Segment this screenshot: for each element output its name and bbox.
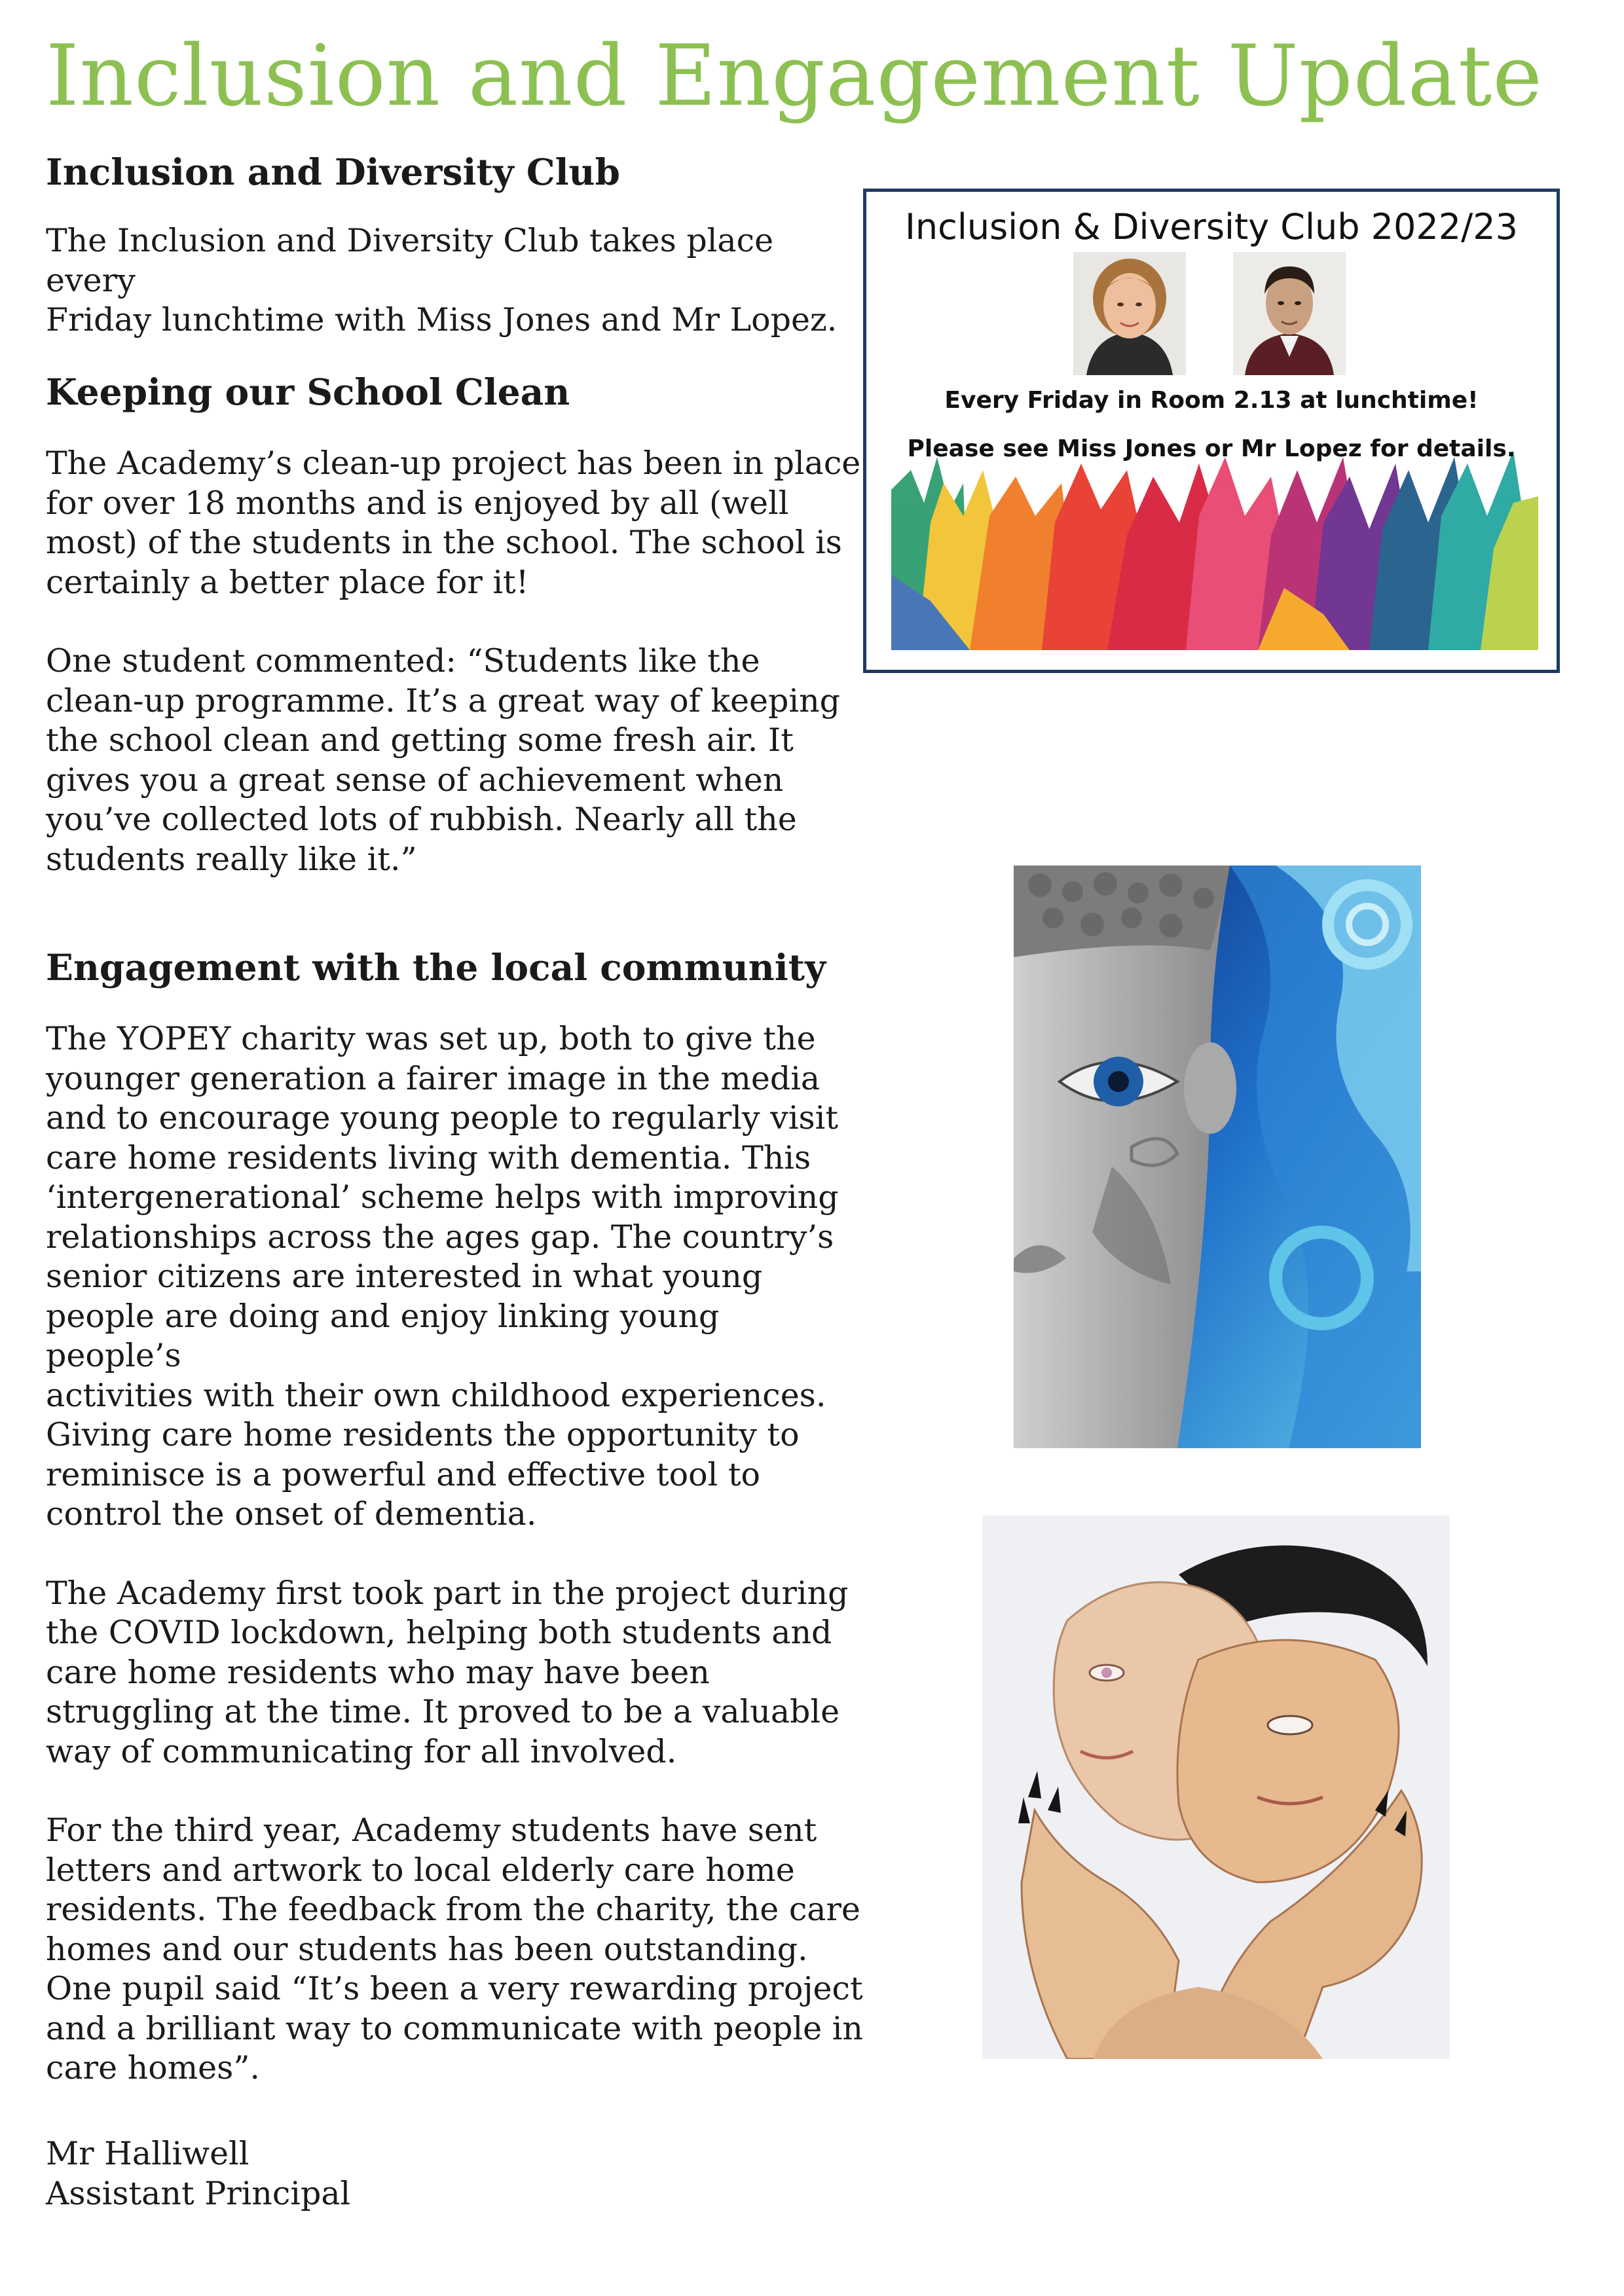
- community-section: [46, 947, 864, 2088]
- double-face-artwork-image: [982, 1516, 1450, 2059]
- community-heading: Engagement with the local community: [46, 946, 826, 989]
- community-paragraph-3: For the third year, Academy students have sent letters and artwork to local elderly care home residents. The feedback from the charity, the care homes and our students has been outstanding. One pupil said “It’s been a very rewarding project and a brilliant way to communicate with people in care homes”.: [46, 1812, 863, 2086]
- clean-paragraph-1: The Academy’s clean-up project has been in place for over 18 months and is enjoyed by all (well most) of the students in the school. The school is certainly a better place for it!: [46, 445, 861, 601]
- poster-title: Inclusion & Diversity Club 2022/23: [904, 206, 1518, 247]
- clean-section: [46, 372, 864, 879]
- clean-paragraph-2: One student commented: “Students like the clean-up programme. It’s a great way of keeping the school clean and getting some fresh air. It gives you a great sense of achievement when you’ve collected lots of rubbish. Nearly all the students really like it.”: [46, 642, 840, 878]
- man-portrait-image: [1233, 252, 1346, 375]
- club-section: [46, 152, 864, 340]
- woman-portrait-image: [1073, 252, 1186, 375]
- raised-hands-image: [891, 444, 1538, 650]
- poster-contact: Please see Miss Jones or Mr Lopez for details.: [907, 435, 1516, 462]
- artwork-double-face: [982, 1516, 1450, 2059]
- face-artwork-image: [1014, 866, 1421, 1448]
- artwork-face-blue-waves: [1014, 866, 1421, 1448]
- community-paragraph-1: The YOPEY charity was set up, both to give the younger generation a fairer image in the media and to encourage young people to regularly visit care home residents living with dementia. This ‘intergenerational’ scheme helps with improving relationships across the ages gap. The country’s senior citizens are interested in what young people are doing and enjoy linking young people’s activities with their own childhood experiences. Giving care home residents the opportunity to reminisce is a powerful and effective tool to control the onset of dementia.: [46, 1020, 839, 1533]
- club-poster: [863, 189, 1560, 673]
- page-title: Inclusion and Engagement Update: [46, 27, 1543, 125]
- club-heading: Inclusion and Diversity Club: [46, 151, 620, 193]
- staff-photo-man: [1233, 252, 1346, 375]
- signature-role: Assistant Principal: [46, 2174, 351, 2212]
- clean-heading: Keeping our School Clean: [46, 371, 570, 413]
- community-paragraph-2: The Academy first took part in the project during the COVID lockdown, helping both students and care home residents who may have been struggling at the time. It proved to be a valuable way of communicating for all involved.: [46, 1574, 849, 1770]
- staff-photo-woman: [1073, 252, 1186, 375]
- signature: [46, 2134, 864, 2214]
- signature-name: Mr Halliwell: [46, 2135, 249, 2172]
- club-paragraph: The Inclusion and Diversity Club takes place every Friday lunchtime with Miss Jones and Mr Lopez.: [46, 222, 838, 338]
- poster-schedule: Every Friday in Room 2.13 at lunchtime!: [944, 387, 1479, 414]
